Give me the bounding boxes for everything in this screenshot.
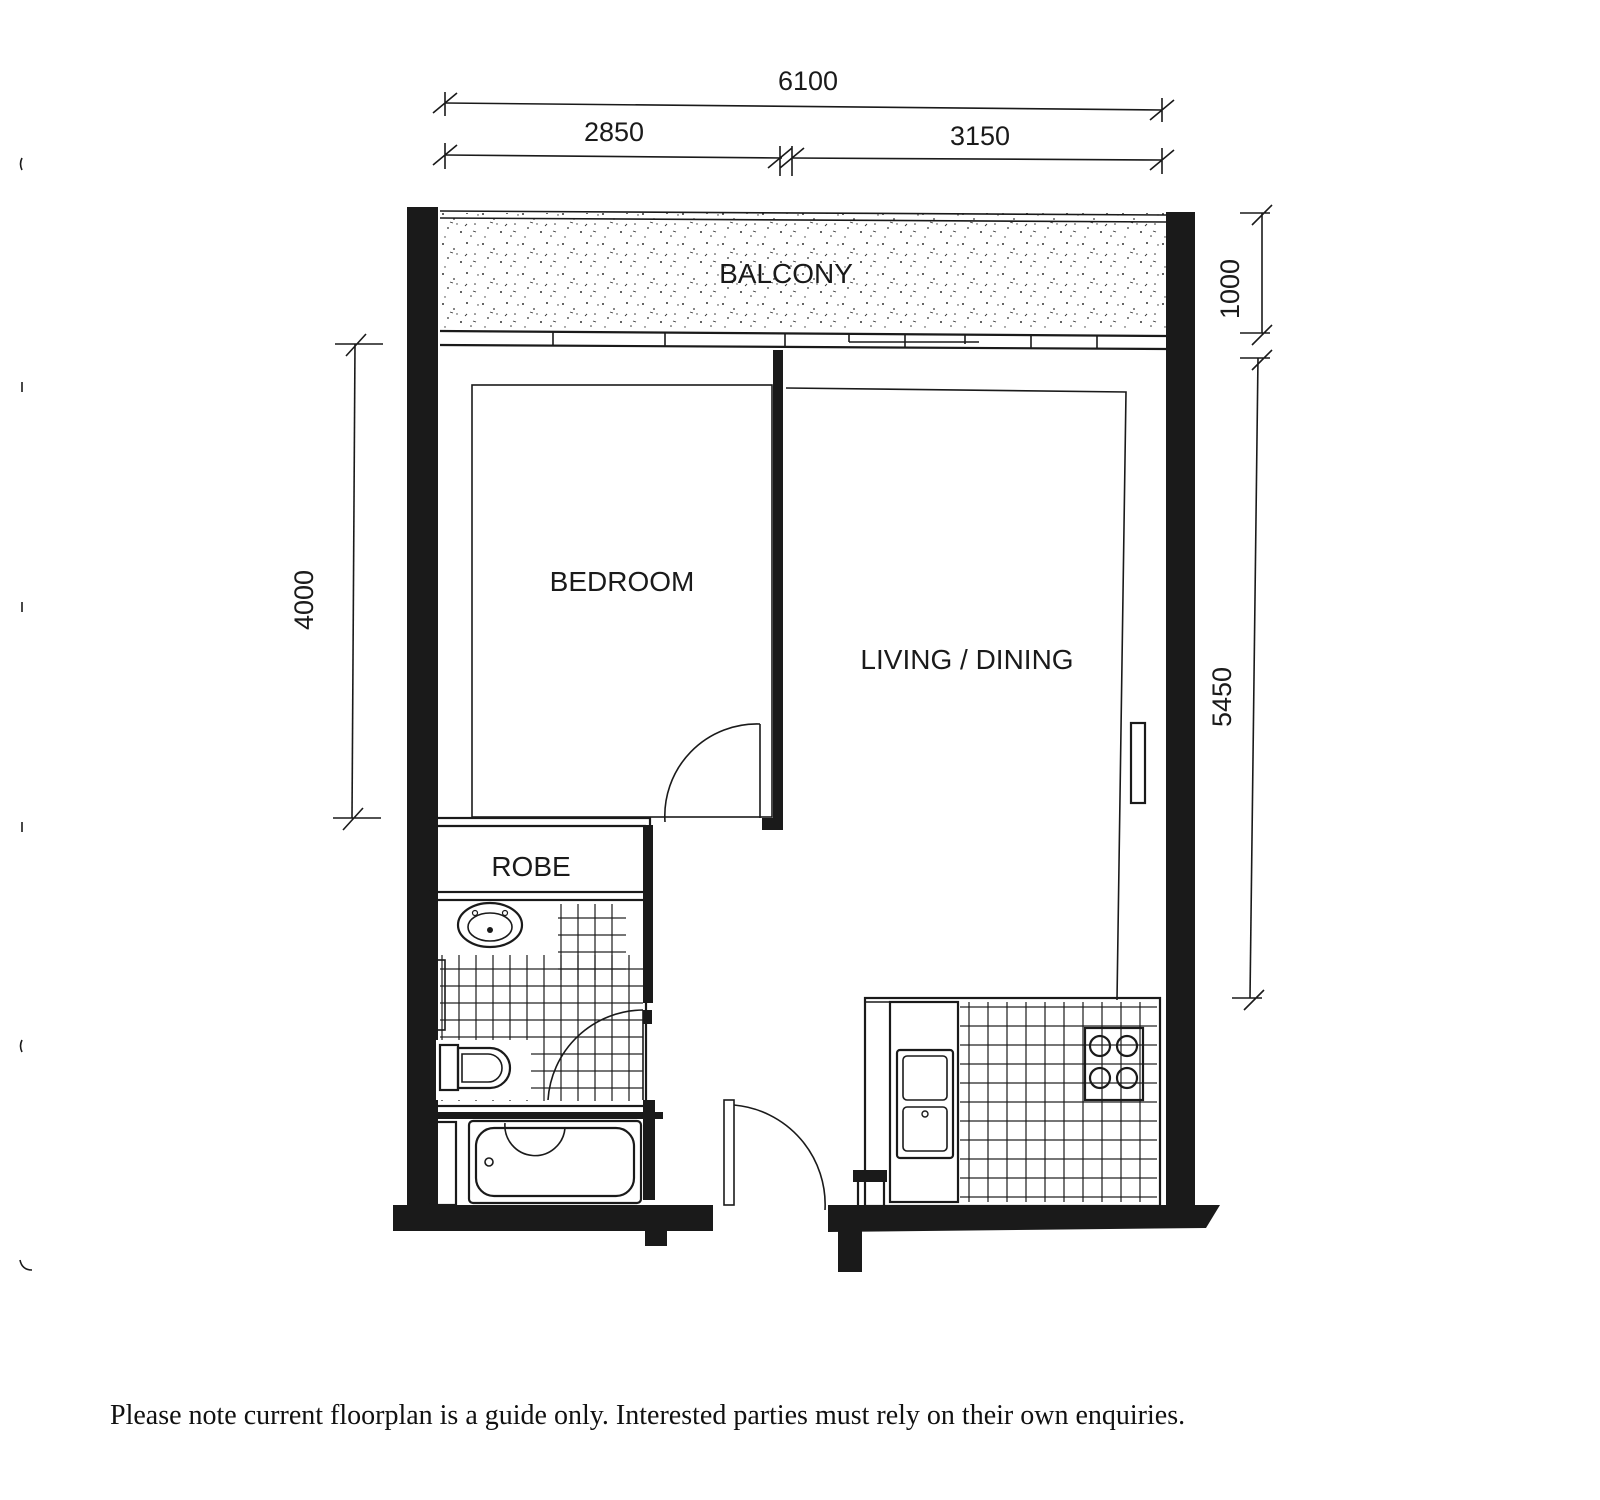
kitchen bbox=[853, 998, 1160, 1210]
room-label-robe: ROBE bbox=[491, 851, 571, 882]
bathroom bbox=[428, 903, 643, 1205]
bedroom-door[interactable] bbox=[665, 724, 760, 822]
room-label-bedroom: BEDROOM bbox=[549, 566, 695, 597]
page-edge-marks bbox=[20, 158, 32, 1270]
bath-icon bbox=[467, 1119, 643, 1205]
dim-bedroom-depth: 4000 bbox=[289, 569, 319, 631]
room-label-living-dining: LIVING / DINING bbox=[860, 644, 1074, 675]
dim-balcony-depth: 1000 bbox=[1215, 258, 1245, 320]
toilet-icon bbox=[436, 1040, 531, 1100]
dim-bedroom-width: 2850 bbox=[583, 117, 645, 147]
disclaimer-note: Please note current floorplan is a guide only. Interested parties must rely on their own enquiries. bbox=[110, 1400, 1186, 1431]
room-label-balcony: BALCONY bbox=[719, 258, 853, 289]
sink-icon bbox=[897, 1050, 953, 1158]
dim-living-depth: 5450 bbox=[1207, 666, 1237, 728]
dim-living-width: 3150 bbox=[949, 121, 1011, 151]
dim-overall-width: 6100 bbox=[777, 66, 839, 96]
entry-door[interactable] bbox=[724, 1100, 825, 1210]
